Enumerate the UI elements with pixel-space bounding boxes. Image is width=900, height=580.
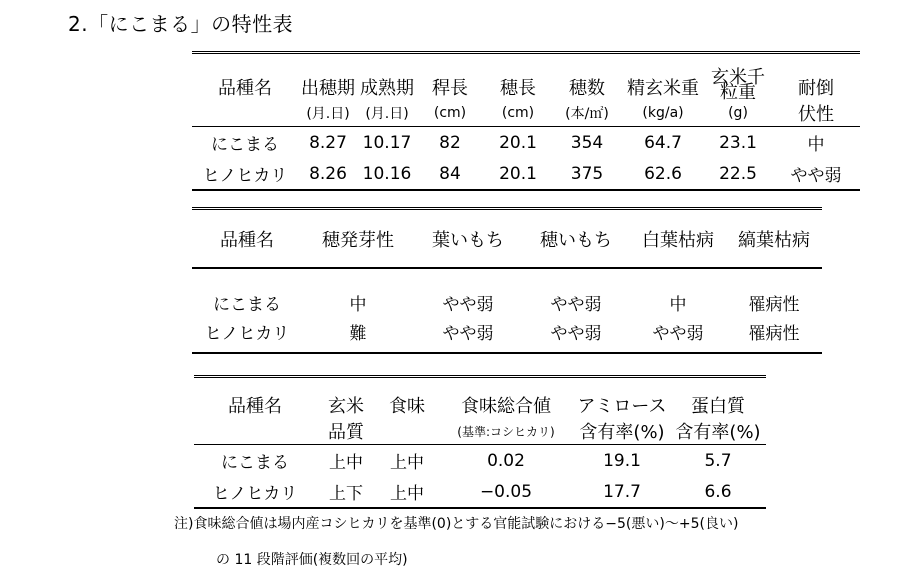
header-cell: 玄米 [328, 396, 364, 417]
data-cell: 中 [669, 295, 687, 315]
header-cell: 食味 [389, 396, 425, 417]
data-cell: −0.05 [479, 481, 533, 502]
data-cell: 82 [439, 132, 461, 153]
unit-cell: 含有率(%) [574, 418, 670, 445]
data-cell: 罹病性 [748, 295, 800, 315]
unit-cell: 品質 [316, 418, 376, 445]
variety-cell: ヒノヒカリ [212, 484, 298, 504]
table-row [192, 268, 822, 317]
header-cell: 蛋白質 [691, 396, 745, 417]
data-cell: 6.6 [704, 481, 732, 502]
data-cell: 375 [570, 163, 604, 184]
header-cell: アミロース [577, 396, 667, 417]
table-row [194, 476, 766, 508]
header-cell: 耐倒 [798, 78, 834, 99]
header-cell: 穂数 [569, 78, 605, 99]
data-cell: やや弱 [442, 324, 494, 344]
unit-cell [192, 100, 298, 127]
data-cell: 20.1 [499, 163, 537, 184]
data-cell: 20.1 [499, 132, 537, 153]
table-row [192, 158, 860, 190]
header-cell: 白葉枯病 [630, 209, 726, 269]
data-cell: 22.5 [719, 163, 757, 184]
header-cell: 穂発芽性 [302, 209, 414, 269]
header-cell: 縞葉枯病 [726, 209, 822, 269]
data-cell: やや弱 [652, 324, 704, 344]
unit-cell: 含有率(%) [670, 418, 766, 445]
data-cell: やや弱 [550, 295, 602, 315]
data-cell: 19.1 [603, 450, 641, 471]
data-cell: 64.7 [644, 132, 682, 153]
unit-cell: (月.日) [298, 100, 358, 127]
data-cell: やや弱 [790, 166, 842, 186]
table-row [192, 317, 822, 353]
characteristics-table-quality [194, 375, 766, 509]
data-cell: 17.7 [603, 481, 641, 502]
data-cell: 10.16 [362, 163, 412, 184]
unit-cell: (基準:コシヒカリ) [438, 418, 574, 445]
footnote-line-2: の 11 段階評価(複数回の平均) [216, 552, 408, 568]
footnote-line-1: 注)食味総合値は場内産コシヒカリを基準(0)とする官能試験における−5(悪い)〜+5(良い) [174, 516, 739, 532]
data-cell: 上中 [390, 453, 424, 473]
variety-cell: にこまる [221, 453, 289, 473]
data-cell: やや弱 [550, 324, 602, 344]
unit-cell: (g) [704, 100, 772, 127]
variety-cell: にこまる [213, 295, 281, 315]
table-row [194, 445, 766, 477]
table-row [192, 127, 860, 159]
table-unit-row [192, 100, 860, 127]
unit-cell: (月.日) [358, 100, 416, 127]
data-cell: 上中 [390, 484, 424, 504]
header-cell: 品種名 [218, 78, 272, 99]
page-title: 2.「にこまる」の特性表 [68, 12, 294, 36]
header-cell: 稈長 [432, 78, 468, 99]
data-cell: 中 [807, 135, 825, 155]
unit-cell: (本/㎡) [552, 100, 622, 127]
data-cell: やや弱 [442, 295, 494, 315]
variety-cell: ヒノヒカリ [204, 324, 290, 344]
data-cell: 0.02 [487, 450, 525, 471]
unit-cell: (cm) [484, 100, 552, 127]
data-cell: 5.7 [704, 450, 732, 471]
unit-cell: (cm) [416, 100, 484, 127]
data-cell: 84 [439, 163, 461, 184]
variety-cell: にこまる [211, 135, 279, 155]
data-cell: 上中 [329, 453, 363, 473]
header-cell: 穂長 [500, 78, 536, 99]
table-header-row [194, 377, 766, 419]
data-cell: 罹病性 [748, 324, 800, 344]
data-cell: 8.26 [309, 163, 347, 184]
header-cell: 成熟期 [360, 78, 414, 99]
header-cell: 食味総合値 [461, 396, 551, 417]
data-cell: 23.1 [719, 132, 757, 153]
unit-cell: (kg/a) [622, 100, 704, 127]
data-cell: 62.6 [644, 163, 682, 184]
header-cell-text: 玄米千粒重 [711, 67, 765, 103]
characteristics-table-yield [192, 51, 860, 191]
data-cell: 10.17 [362, 132, 412, 153]
unit-cell: 伏性 [772, 100, 860, 127]
header-cell: 精玄米重 [627, 78, 699, 99]
header-cell: 品種名 [192, 209, 302, 269]
variety-cell: ヒノヒカリ [202, 166, 288, 186]
data-cell: 中 [349, 295, 367, 315]
unit-cell [376, 418, 438, 445]
data-cell: 354 [570, 132, 604, 153]
data-cell: 難 [349, 324, 367, 344]
data-cell: 8.27 [309, 132, 347, 153]
header-cell: 穂いもち [522, 209, 630, 269]
header-cell: 品種名 [228, 396, 282, 417]
characteristics-table-resistance [192, 207, 822, 354]
header-cell [704, 53, 772, 101]
data-cell: 上下 [329, 484, 363, 504]
table-header-row [192, 53, 860, 101]
table-unit-row [194, 418, 766, 445]
unit-cell [194, 418, 316, 445]
header-cell: 出穂期 [301, 78, 355, 99]
header-cell: 葉いもち [414, 209, 522, 269]
table-header-row [192, 209, 822, 269]
